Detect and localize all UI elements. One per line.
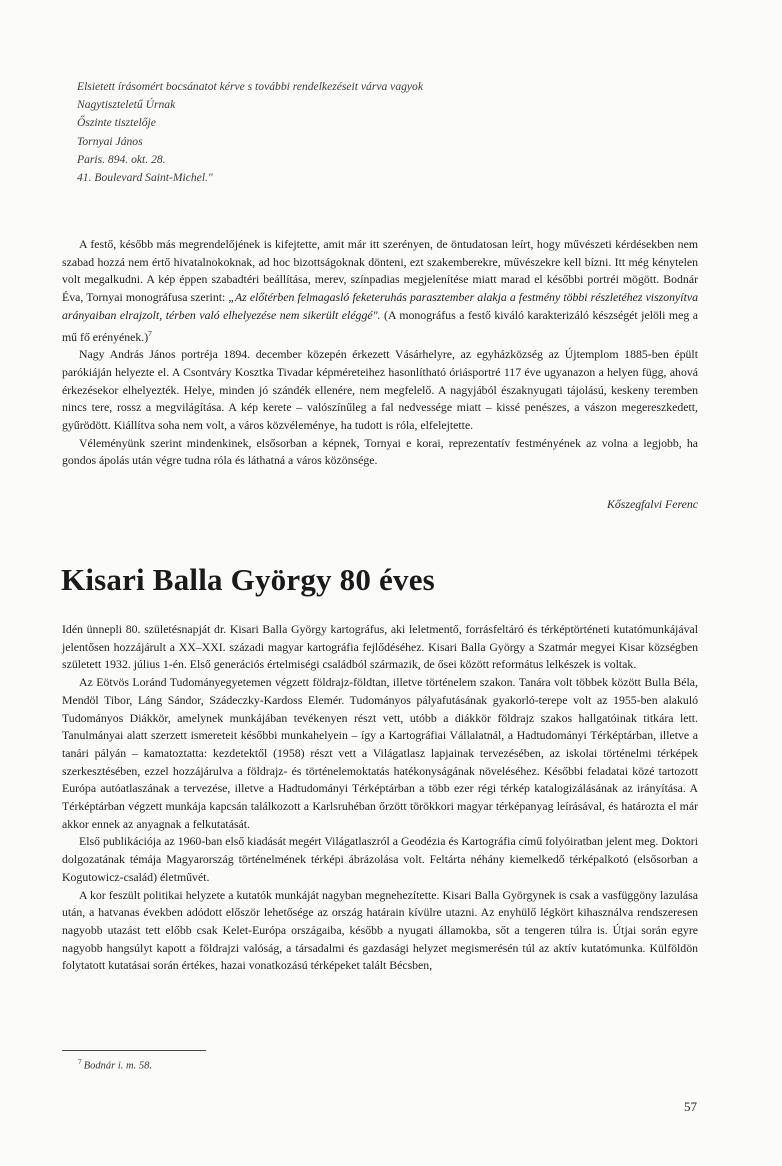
footnote bbox=[78, 1057, 152, 1072]
letter-closing bbox=[77, 78, 697, 187]
letter-closing-line: Paris. 894. okt. 28. bbox=[77, 152, 166, 166]
paragraph: Első publikációja az 1960-ban első kiadását megért Világatlaszról a Geodézia és Kartográfia című folyóiratban jelent meg. Doktori dolgozatának témája Magyarország történelmének térképi ábrázolása volt. Feltárta néhány kiemelkedő térképalkotó (elsősorban a Kogutowicz-család) életművét. bbox=[62, 834, 698, 884]
footnote-mark: 7 bbox=[78, 1057, 82, 1066]
paragraph-text: A festő, később más megrendelőjének is kifejtette, amit már itt szerényen, de öntudatosan leírt, hogy művészeti kérdésekben nem szabad hozzá nem értő hivatalnokoknak, ad hoc bizottságoknak dönteni, ezt szakemberekre, művészekre kell bízni. Itt még kénytelen volt megalkudni. A kép éppen szabadtéri beállítása, merev, színpadias megjelenítése miatt marad el későbbi portréi mögött. Bodnár Éva, Tornyai monográfusa szerint: bbox=[62, 237, 698, 305]
paragraph: Nagy András János portréja 1894. december közepén érkezett Vásárhelyre, az egyházközség az Újtemplom 1885-ben épült parókiáján helyezte el. A Csontváry Kosztka Tivadar képméreteihez hasonlítható óriásportré 117 éve ugyanazon a helyen függ, ahová érkezésekor elhelyezték. Helye, minden jó szándék ellenére, nem megfelelő. A nagyjából északnyugati tájolású, keskeny teremben nincs tere, rossz a megvilágítása. A kép kerete – valószínűleg a fal nedvessége miatt – kissé penészes, a vászon megereszkedett, gyűrödött. Kiállítva soha nem volt, a város közvéleménye, ha tudott is róla, elfelejtette. bbox=[62, 347, 698, 432]
letter-closing-line: Elsietett írásomért bocsánatot kérve s további rendelkezéseit várva vagyok bbox=[77, 80, 423, 93]
page-number: 57 bbox=[684, 1099, 697, 1114]
paragraph-text: (A monográfus a festő kiváló karakterizáló készségét jelöli meg a mű fő erényének.) bbox=[62, 307, 698, 344]
paragraph: A kor feszült politikai helyzete a kutatók munkáját nagyban megnehezítette. Kisari Balla Györgynek is csak a vasfüggöny lazulása után, a hatvanas években adódott először lehetősége az ország határain kívülre utazni. Az enyhülő légkört kihasználva rendszeresen nagyobb utazást tett előbb csak Kelet-Európa országaiba, később a nyugati államokba, sőt a tengeren túlra is. Útjai során egyre nagyobb hangsúlyt kapott a földrajzi valóság, a társadalmi és gazdasági helyzet megismerésén túl az aktív kutatómunka. Külföldön folytatott kutatásai során értékes, hazai vonatkozású térképeket talált Bécsben, bbox=[62, 887, 698, 973]
paragraph: Véleményünk szerint mindenkinek, elsősorban a képnek, Tornyai e korai, reprezentatív festményének az volna a legjobb, ha gondos ápolás után végre tudna róla és láthatná a város közönsége. bbox=[62, 435, 698, 468]
footnote-reference: 7 bbox=[148, 328, 152, 338]
quote-text: „Az előtérben felmagasló feketeruhás parasztember alakja a festmény többi részletéhez viszonyítva arányaiban elrajzolt, térben való elhelyezése nem sikerült eléggé". bbox=[62, 290, 698, 322]
article-section-1 bbox=[62, 236, 698, 470]
letter-closing-line: Nagytiszteletű Úrnak bbox=[77, 98, 176, 112]
author-signature: Kőszegfalvi Ferenc bbox=[607, 497, 698, 511]
paragraph: Az Eötvös Loránd Tudományegyetemen végzett földrajz-földtan, illetve történelem szakon. Tanára volt többek között Bulla Béla, Mendöl Tibor, Láng Sándor, Szádeczky-Kardoss Elemér. Tudományos pályafutásának gyakorló-terepe volt az 1955-ben alakuló Tudományos Diákkör, amelynek munkájában tevékenyen részt vett, utóbb a diákkör földrajz szakos hallgatóinak titkára lett. Tanulmányai alatt szerzett ismereteit későbbi munkahelyein – így a Kartográfiai Vállalatnál, a Hadtudományi Térképtárban, illetve a tanári pályán – kamatoztatta: kezdetektől (1958) részt vett a Világatlasz lapjainak tervezésében, az iskolai történelmi térképek szerkesztésében, ezzel hozzájárulva a földrajz- és történelemoktatás hatékonyságának növeléséhez. Későbbi feladatai közé tartozott Európa autóatlaszának a tervezése, illetve a Hadtudományi Térképtárban a több ezer régi térkép katalogizálásának az irányítása. A Térképtárban végzett munkája kapcsán találkozott a Karlsruhéban őrzött törökkori magyar térképanyag leírásával, és határozta el már akkor ennek az anyagnak a felkutatását. bbox=[62, 675, 698, 831]
letter-closing-line: Őszinte tisztelője bbox=[77, 116, 156, 130]
article-section-2 bbox=[62, 621, 698, 975]
footnote-divider bbox=[62, 1050, 206, 1051]
letter-closing-line: 41. Boulevard Saint-Michel." bbox=[77, 171, 213, 185]
paragraph: Idén ünnepli 80. születésnapját dr. Kisari Balla György kartográfus, aki leletmentő, forrásfeltáró és térképtörténeti kutatómunkájával jelentősen hozzájárult a XX–XXI. századi magyar kartográfia fejlődéséhez. Kisari Balla György a Szatmár megyei Kisar községben született 1932. július 1-én. Első generációs értelmiségi családból származik, de ősei között református lelkészek is voltak. bbox=[62, 622, 698, 672]
footnote-text: Bodnár i. m. 58. bbox=[83, 1060, 152, 1072]
article-heading: Kisari Balla György 80 éves bbox=[61, 562, 435, 597]
letter-closing-line: Tornyai János bbox=[77, 134, 143, 148]
paragraph bbox=[62, 236, 698, 346]
